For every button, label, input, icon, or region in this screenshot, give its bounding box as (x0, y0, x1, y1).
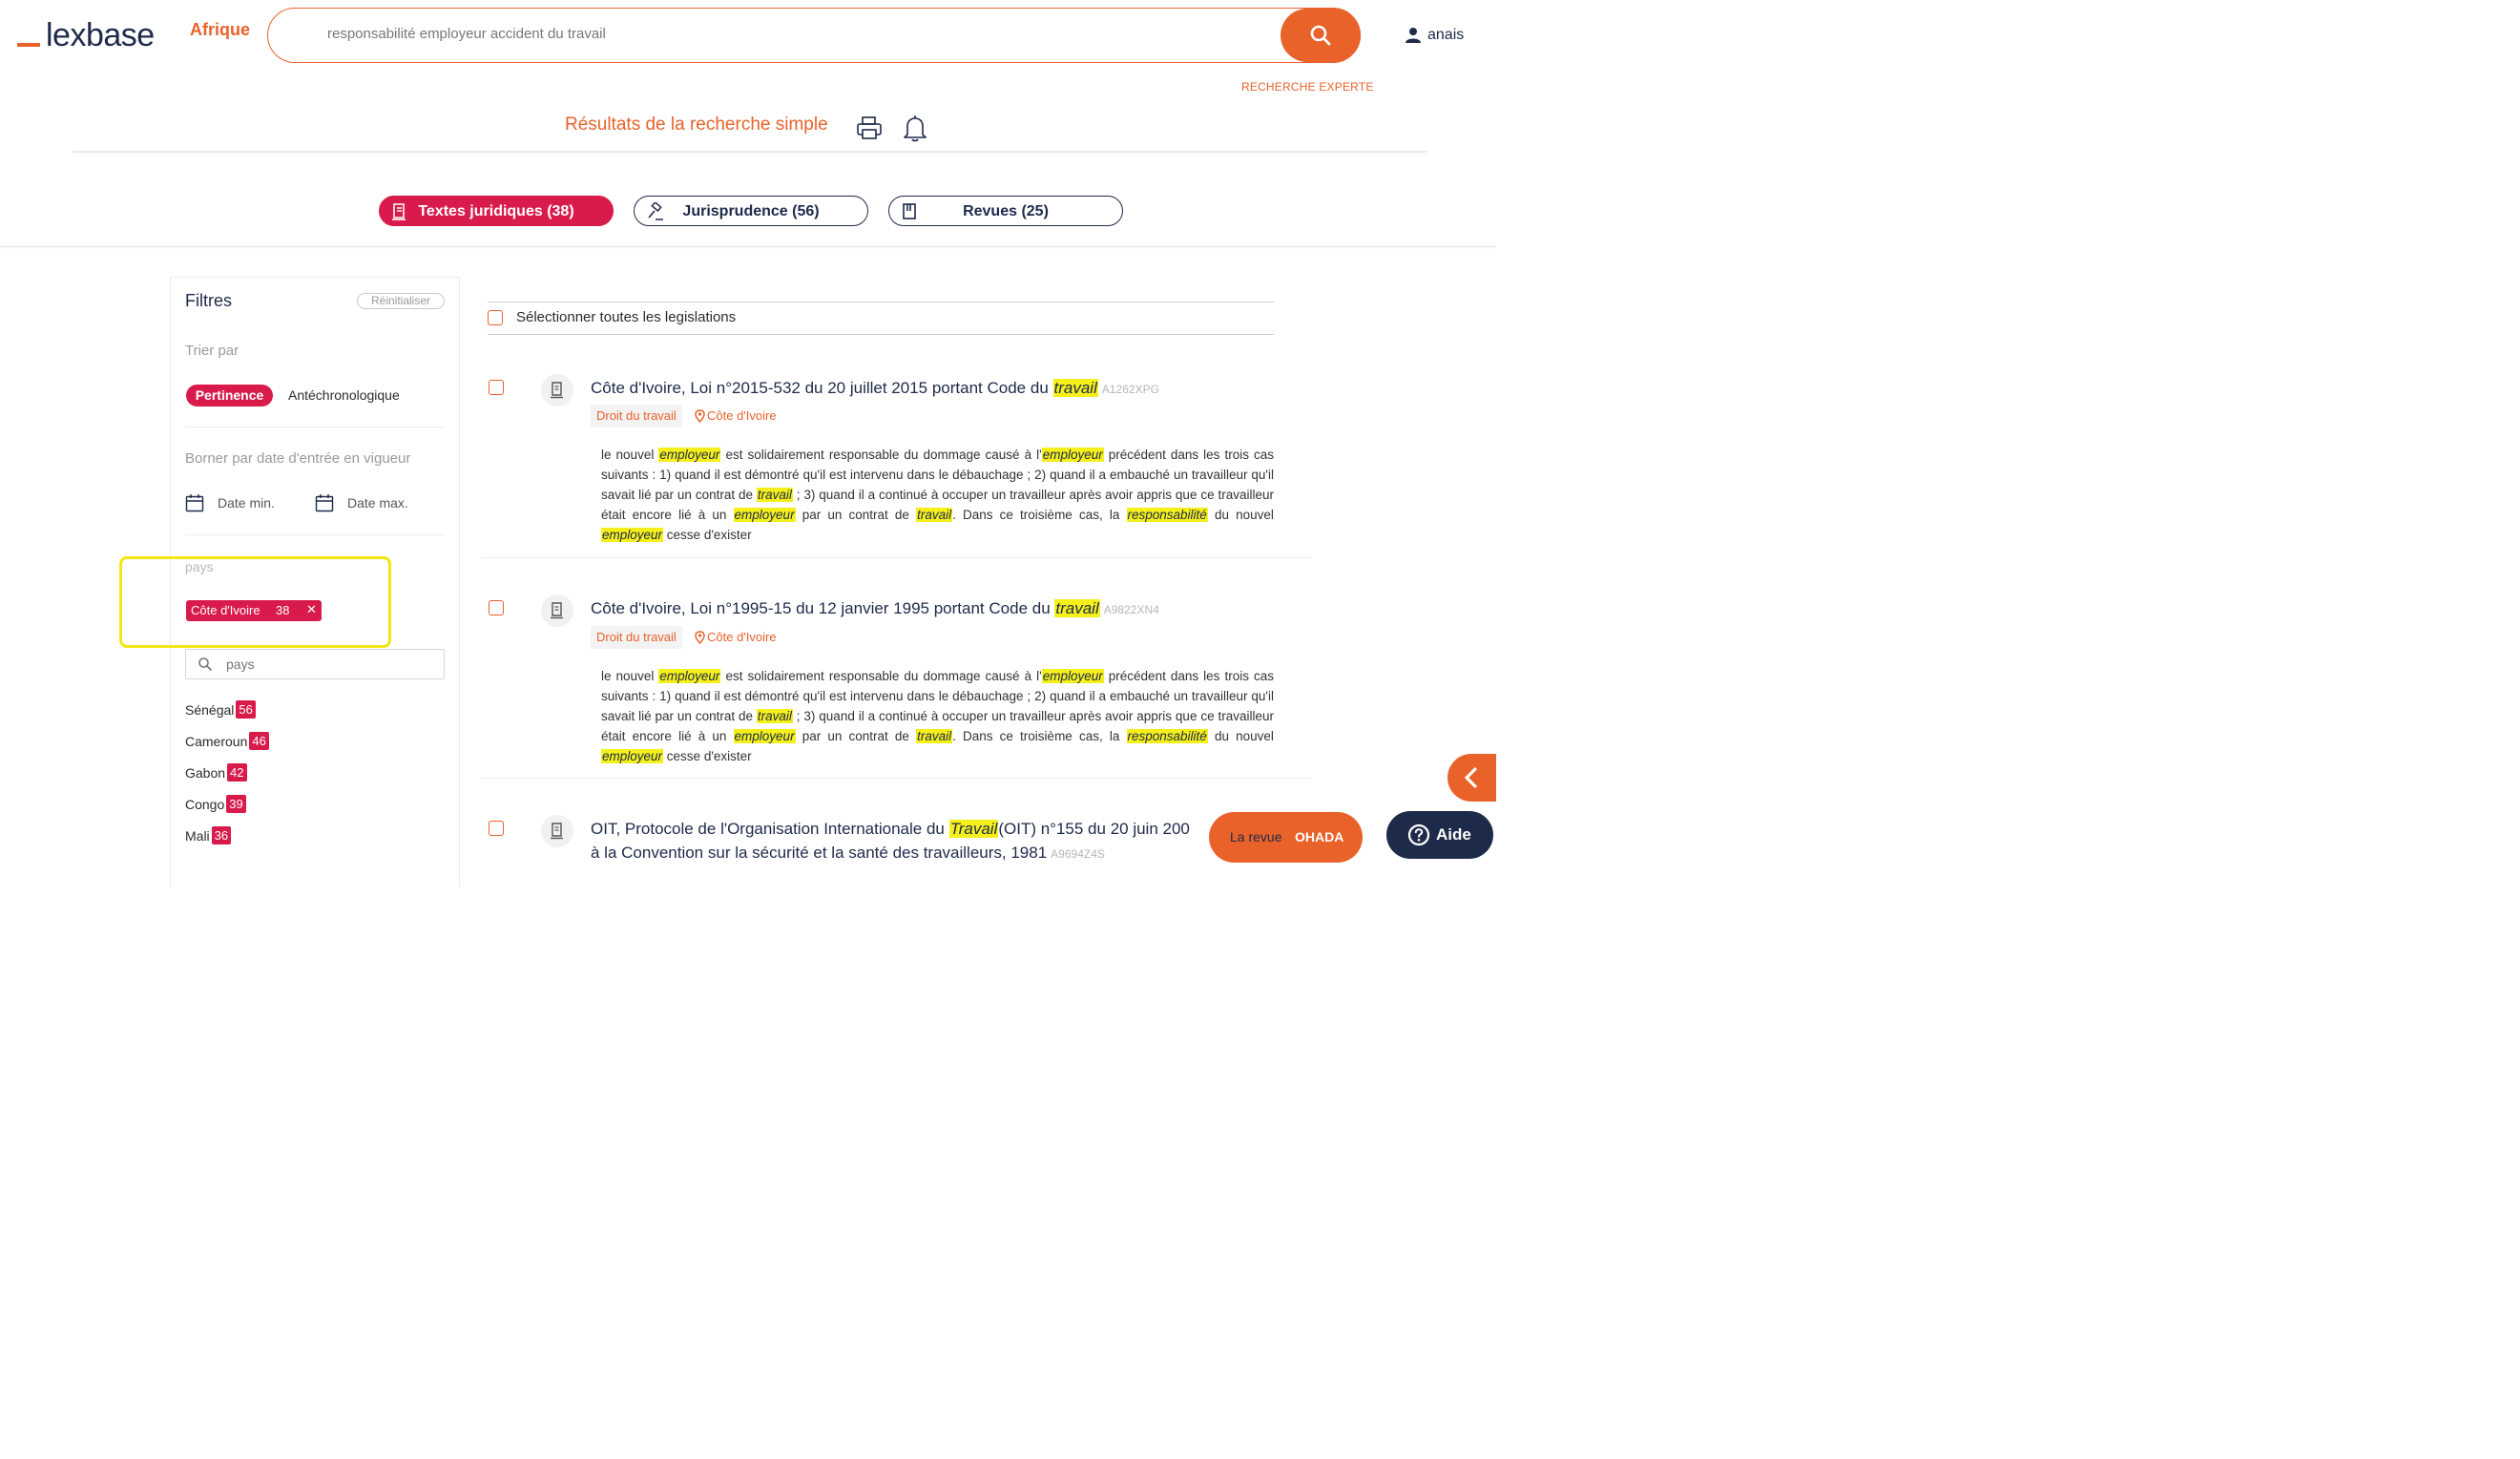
sort-pertinence-button[interactable]: Pertinence (186, 385, 273, 406)
title-highlight: travail (1055, 599, 1099, 617)
title-highlight: travail (1053, 379, 1097, 397)
excerpt-text: par un contrat de (802, 729, 909, 743)
excerpt-highlight: travail (757, 488, 792, 502)
result-divider (482, 557, 1312, 558)
date-min-label: Date min. (218, 495, 275, 511)
result-ref: A1262XPG (1101, 383, 1159, 396)
country-count: 46 (249, 732, 268, 750)
country-search-box[interactable] (185, 649, 445, 679)
filter-divider (185, 534, 445, 535)
tab-revues[interactable] (888, 196, 1123, 226)
excerpt-highlight: travail (917, 729, 952, 743)
excerpt-highlight: responsabilité (1127, 508, 1207, 522)
excerpt-text: du nouvel (1214, 729, 1274, 743)
location-pin-icon (695, 409, 705, 423)
result-ref: A9822XN4 (1103, 603, 1159, 616)
excerpt-text: précédent dans les trois cas suivants : 1) quand il est démontré qu'il est intervenu dans le débauchage ; 2) quand il a embauché un travailleur qu'il savait lié par un contrat de (601, 669, 1275, 723)
date-min-field[interactable] (185, 493, 275, 512)
excerpt-highlight: employeur (1042, 448, 1103, 462)
revue-ohada-button[interactable] (1209, 812, 1363, 863)
location-text: Côte d'Ivoire (707, 630, 777, 644)
excerpt-highlight: employeur (659, 669, 720, 683)
excerpt-text: . Dans ce troisième cas, la (952, 729, 1120, 743)
calendar-icon (315, 493, 334, 512)
collapse-panel-button[interactable] (1447, 754, 1496, 802)
date-filter-label: Borner par date d'entrée en vigueur (185, 450, 411, 467)
select-all-label: Sélectionner toutes les legislations (516, 309, 737, 325)
result-location (695, 626, 777, 649)
excerpt-highlight: employeur (734, 729, 795, 743)
user-icon (1405, 27, 1422, 44)
excerpt-text: par un contrat de (802, 508, 909, 522)
search-icon (198, 657, 213, 672)
result-tag[interactable]: Droit du travail (591, 626, 682, 649)
result-tag[interactable]: Droit du travail (591, 405, 682, 427)
user-menu[interactable] (1405, 27, 1464, 44)
excerpt-highlight: travail (917, 508, 952, 522)
result-checkbox[interactable] (489, 380, 504, 395)
user-name: anais (1427, 27, 1465, 43)
logo-word: lexbase (46, 17, 155, 53)
excerpt-text: . Dans ce troisième cas, la (952, 508, 1120, 522)
date-max-label: Date max. (347, 495, 408, 511)
sort-antechronologique-button[interactable]: Antéchronologique (288, 387, 400, 403)
bell-icon[interactable] (902, 114, 928, 147)
country-name: Mali (185, 827, 210, 844)
country-name: Congo (185, 796, 225, 812)
country-search-input[interactable] (226, 657, 417, 672)
result-title-link[interactable] (591, 376, 1278, 402)
country-count: 39 (226, 795, 245, 813)
annotation-highlight-box (119, 556, 391, 648)
excerpt-text: le nouvel (601, 669, 655, 683)
country-item-congo[interactable] (185, 795, 246, 813)
header-divider (73, 151, 1427, 153)
excerpt-text: est solidairement responsable du dommage causé à l' (725, 669, 1042, 683)
result-title-link[interactable] (591, 596, 1278, 622)
chip-close-icon[interactable]: ✕ (306, 602, 317, 616)
search-button[interactable] (1281, 9, 1361, 62)
result-title-link[interactable] (591, 817, 1220, 866)
excerpt-highlight: employeur (602, 749, 663, 763)
help-icon (1407, 823, 1430, 846)
result-location (695, 405, 777, 427)
title-text: (OIT) n°155 du 20 juin 200 (998, 820, 1190, 838)
excerpt-highlight: responsabilité (1127, 729, 1207, 743)
tab-textes-juridiques[interactable] (379, 196, 614, 226)
date-max-field[interactable] (315, 493, 408, 512)
result-item (482, 594, 1312, 776)
excerpt-text: cesse d'exister (666, 528, 752, 542)
country-name: Sénégal (185, 701, 235, 718)
help-button[interactable] (1386, 811, 1493, 859)
results-title: Résultats de la recherche simple (565, 115, 828, 135)
sort-label: Trier par (185, 343, 240, 359)
excerpt-text: est solidairement responsable du dommage causé à l' (725, 448, 1042, 462)
search-bar[interactable] (267, 8, 1361, 63)
tab-jurisprudence[interactable] (634, 196, 868, 226)
tab-label: Revues (25) (963, 203, 1049, 219)
help-label: Aide (1436, 825, 1471, 844)
expert-search-link[interactable]: RECHERCHE EXPERTE (1241, 80, 1374, 94)
excerpt-text: ; 3) quand il a continué à occuper un travailleur après avoir appris que ce travailleur était encore lié à un (601, 709, 1274, 743)
logo-sup: Afrique (190, 20, 250, 39)
location-text: Côte d'Ivoire (707, 408, 777, 423)
result-checkbox[interactable] (489, 821, 504, 836)
title-highlight: Travail (949, 820, 998, 838)
title-text: Côte d'Ivoire, Loi n°1995-15 du 12 janvier 1995 portant Code du (591, 599, 1051, 617)
result-ref: A9694Z4S (1051, 847, 1105, 861)
document-icon (541, 594, 573, 627)
search-input[interactable] (327, 26, 1262, 42)
logo-bar (17, 43, 40, 47)
country-count: 36 (212, 826, 231, 844)
section-divider (0, 246, 1496, 247)
result-excerpt (601, 445, 1274, 545)
country-item-mali[interactable] (185, 826, 231, 844)
excerpt-text: cesse d'exister (666, 749, 752, 763)
revue-label: La revue (1230, 829, 1282, 844)
document-icon (541, 815, 573, 847)
excerpt-highlight: travail (757, 709, 792, 723)
excerpt-highlight: employeur (734, 508, 795, 522)
chip-country-count: 38 (276, 603, 290, 617)
chevron-left-icon (1460, 766, 1483, 789)
country-count: 42 (227, 763, 246, 782)
title-text: OIT, Protocole de l'Organisation Internationale du (591, 820, 945, 838)
title-text: Côte d'Ivoire, Loi n°2015-532 du 20 juillet 2015 portant Code du (591, 379, 1049, 397)
tab-label: Jurisprudence (56) (682, 203, 820, 219)
excerpt-text: du nouvel (1214, 508, 1274, 522)
reset-filters-button[interactable]: Réinitialiser (357, 293, 445, 309)
tab-label: Textes juridiques (38) (418, 203, 574, 219)
result-item (482, 374, 1312, 555)
select-all-divider (488, 334, 1274, 335)
result-divider (482, 778, 1312, 779)
country-count: 56 (236, 700, 255, 719)
country-item-gabon[interactable] (185, 763, 247, 782)
country-item-cameroun[interactable] (185, 732, 269, 750)
revue-ohada-label: OHADA (1295, 829, 1344, 844)
excerpt-text: ; 3) quand il a continué à occuper un travailleur après avoir appris que ce travailleur était encore lié à un (601, 488, 1274, 522)
print-icon[interactable] (856, 115, 883, 146)
title-text: à la Convention sur la sécurité et la santé des travailleurs, 1981 (591, 844, 1048, 862)
location-pin-icon (695, 631, 705, 644)
country-item-senegal[interactable] (185, 700, 256, 719)
filters-title: Filtres (185, 291, 232, 310)
country-name: Gabon (185, 764, 226, 781)
excerpt-highlight: employeur (659, 448, 720, 462)
result-item (482, 815, 1312, 867)
excerpt-text: précédent dans les trois cas suivants : 1) quand il est démontré qu'il est intervenu dans le débauchage ; 2) quand il a embauché un travailleur qu'il savait lié par un contrat de (601, 448, 1275, 502)
chip-country-name: Côte d'Ivoire (191, 603, 260, 617)
excerpt-text: le nouvel (601, 448, 655, 462)
search-icon (1281, 9, 1361, 62)
select-all-checkbox[interactable] (488, 310, 503, 325)
document-icon (541, 374, 573, 406)
country-name: Cameroun (185, 733, 248, 749)
excerpt-highlight: employeur (1042, 669, 1103, 683)
country-filter-label: pays (185, 559, 214, 574)
calendar-icon (185, 493, 204, 512)
result-checkbox[interactable] (489, 600, 504, 615)
result-excerpt (601, 666, 1274, 766)
excerpt-highlight: employeur (602, 528, 663, 542)
